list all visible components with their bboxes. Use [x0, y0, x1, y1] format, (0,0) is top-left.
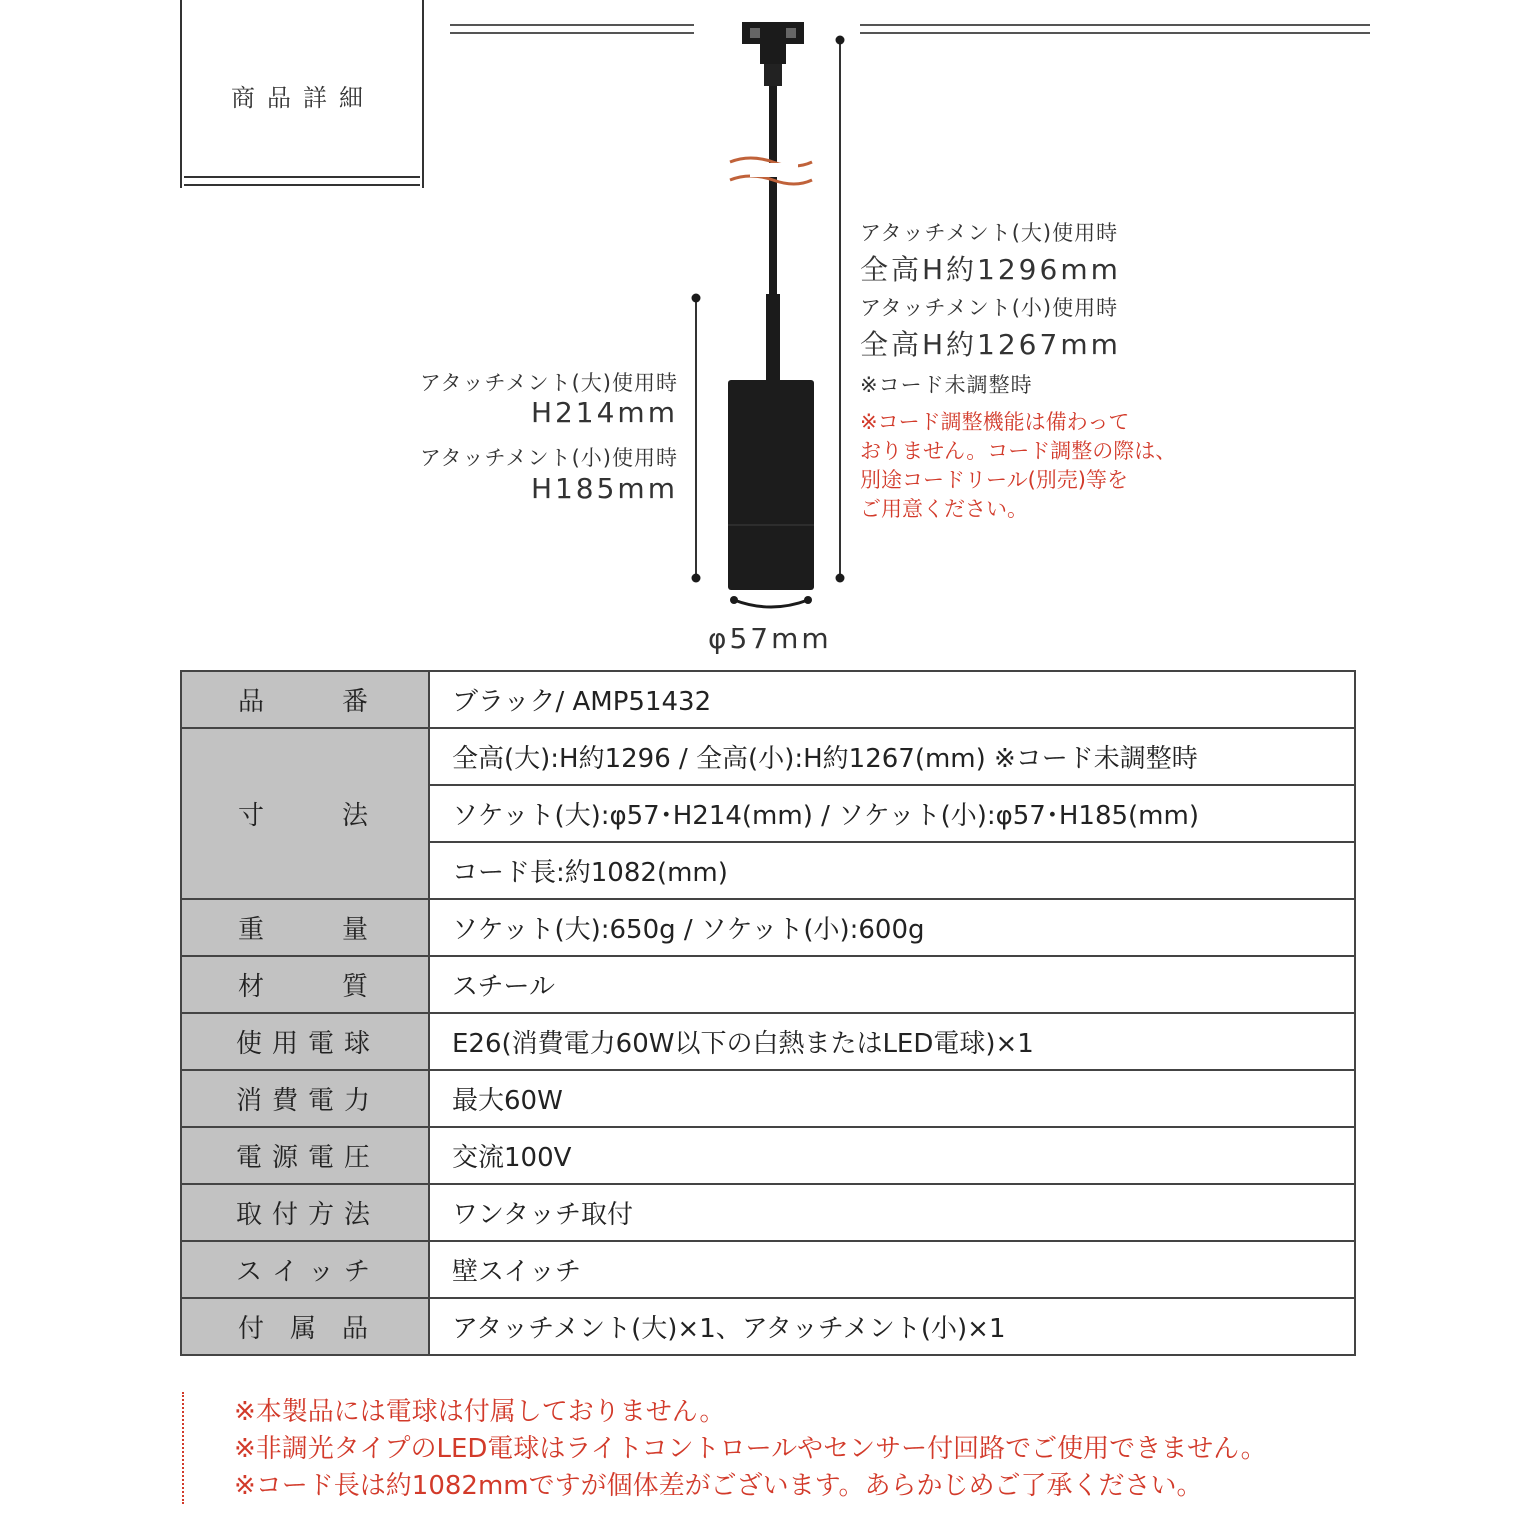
spec-value: ワンタッチ取付: [429, 1184, 1355, 1241]
height-small-caption: アタッチメント(小)使用時: [860, 296, 1119, 320]
table-row: [181, 899, 1355, 956]
table-row: [181, 1070, 1355, 1127]
header-box: [180, 0, 426, 190]
note-item: ※コード長は約1082mmですが個体差がございます。あらかじめご了承ください。: [234, 1471, 1203, 1501]
cord-warning-line: ※コード調整機能は備わって: [860, 410, 1130, 434]
table-row: [181, 1184, 1355, 1241]
top-rule-left: [450, 24, 694, 34]
notes-divider: [182, 1392, 184, 1504]
diameter-label: φ57mm: [708, 622, 832, 655]
height-small-value: 全高H約1267mm: [860, 328, 1121, 361]
table-row: [181, 671, 1355, 728]
spec-value: スチール: [429, 956, 1355, 1013]
note-item: ※非調光タイプのLED電球はライトコントロールやセンサー付回路でご使用できません。: [234, 1434, 1267, 1464]
spec-label: 品 番: [181, 671, 429, 728]
spec-value: ブラック/ AMP51432: [429, 671, 1355, 728]
note-item: ※本製品には電球は付属しておりません。: [234, 1397, 726, 1427]
table-row: [181, 1241, 1355, 1298]
top-rule-right: [860, 24, 1370, 34]
spec-label: ス イ ッ チ: [181, 1241, 429, 1298]
spec-value: 壁スイッチ: [429, 1241, 1355, 1298]
socket-height-dimension-line: [686, 292, 706, 586]
spec-value: ソケット(大):650g / ソケット(小):600g: [429, 899, 1355, 956]
spec-value: 交流100V: [429, 1127, 1355, 1184]
cord-warning-line: 別途コードリール(別売)等を: [860, 468, 1128, 492]
notes-block: [234, 1394, 1267, 1505]
cord-warning: [860, 408, 1176, 524]
cord-warning-line: ご用意ください。: [860, 497, 1028, 521]
table-row: [181, 1127, 1355, 1184]
spec-value: 全高(大):H約1296 / 全高(小):H約1267(mm) ※コード未調整時: [429, 728, 1355, 785]
spec-label: 寸 法: [181, 728, 429, 899]
spec-value: アタッチメント(大)×1、アタッチメント(小)×1: [429, 1298, 1355, 1355]
height-note: ※コード未調整時: [860, 373, 1033, 397]
socket-small-caption: アタッチメント(小)使用時: [419, 446, 678, 470]
spec-label: 消 費 電 力: [181, 1070, 429, 1127]
spec-label: 材 質: [181, 956, 429, 1013]
height-large-caption: アタッチメント(大)使用時: [860, 221, 1119, 245]
spec-label: 使 用 電 球: [181, 1013, 429, 1070]
spec-table: [180, 670, 1356, 1356]
table-row: [181, 728, 1355, 785]
height-large-value: 全高H約1296mm: [860, 253, 1121, 286]
table-row: [181, 1298, 1355, 1355]
total-height-dimension-line: [830, 34, 850, 586]
cord-warning-line: おりません。コード調整の際は、: [860, 439, 1177, 463]
socket-large-value: H214mm: [530, 396, 678, 429]
spec-label: 付 属 品: [181, 1298, 429, 1355]
page-title: 商品詳細: [231, 84, 375, 112]
socket-small-value: H185mm: [530, 472, 678, 505]
spec-value: 最大60W: [429, 1070, 1355, 1127]
table-row: [181, 1013, 1355, 1070]
spec-value: E26(消費電力60W以下の白熱またはLED電球)×1: [429, 1013, 1355, 1070]
spec-label: 取 付 方 法: [181, 1184, 429, 1241]
table-row: [181, 956, 1355, 1013]
spec-value: コード長:約1082(mm): [429, 842, 1355, 899]
spec-value: ソケット(大):φ57･H214(mm) / ソケット(小):φ57･H185(mm): [429, 785, 1355, 842]
spec-label: 重 量: [181, 899, 429, 956]
spec-label: 電 源 電 圧: [181, 1127, 429, 1184]
socket-large-caption: アタッチメント(大)使用時: [419, 371, 678, 395]
